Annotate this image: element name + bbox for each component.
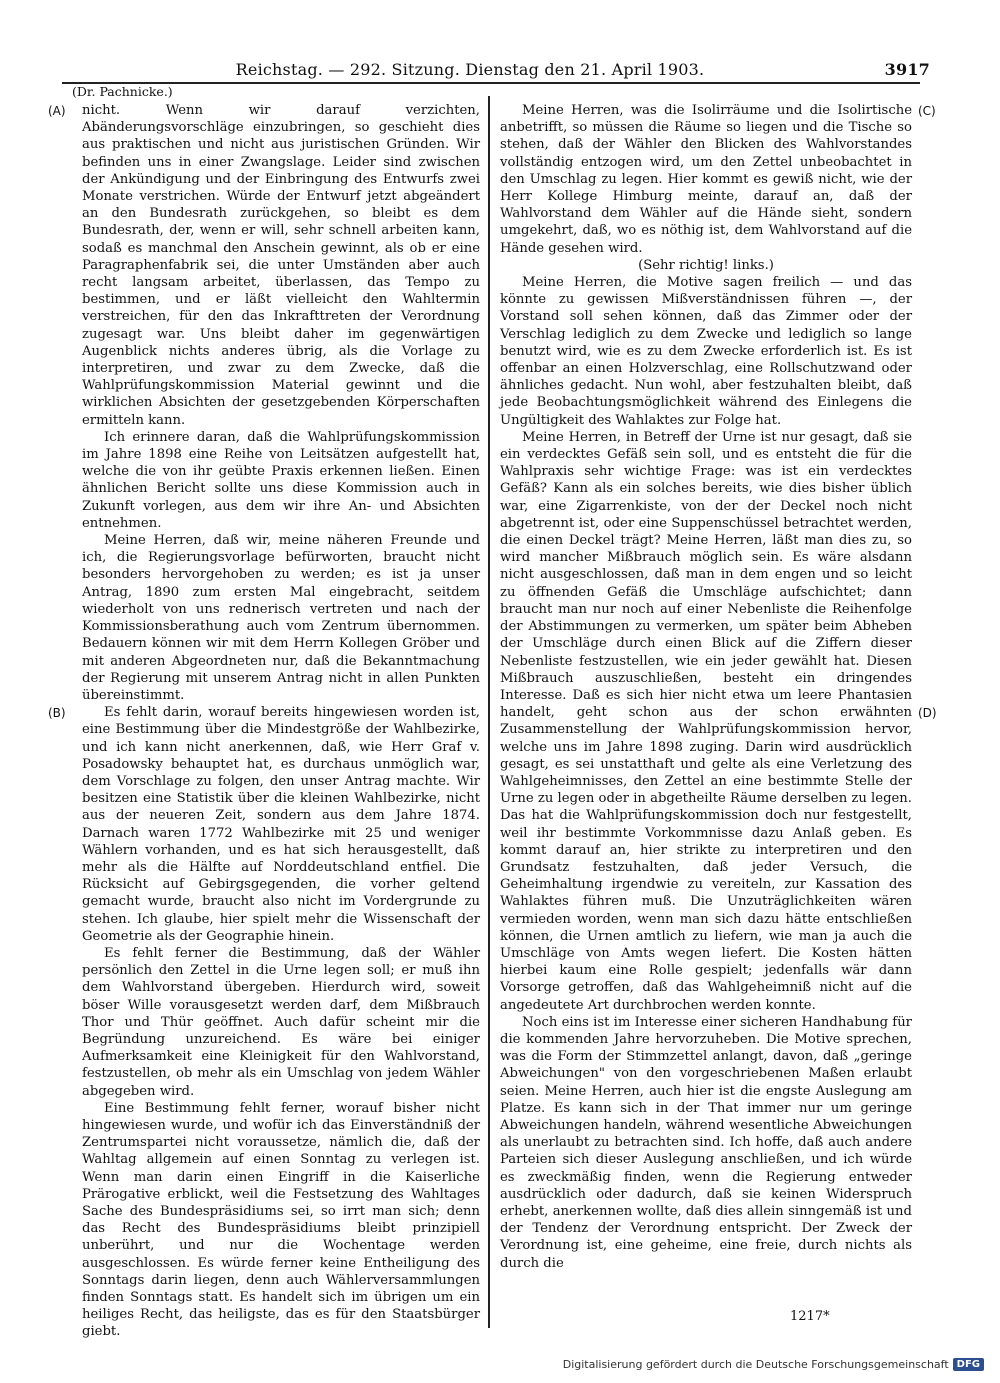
footer-text: Digitalisierung gefördert durch die Deutsche Forschungsgemeinschaft: [562, 1358, 949, 1371]
left-paragraph-6: Eine Bestimmung fehlt ferner, worauf bisher nicht hingewiesen wurde, und wofür ich das Einverständniß der Zentrumspartei nicht voraussetze, nämlich die, daß der Wahltag allgemein auf einen Sonntag zu verlegen ist. Wenn man darin einen Eingriff in die Kaiserliche Prärogative erblickt, weil die Festsetzung des Wahltages Sache des Bundespräsidiums sei, so irrt man sich; denn das Recht des Bundespräsidiums bleibt prinzipiell unberührt, und nur die Wochentage werden ausgeschlossen. Es würde ferner keine Entheiligung des Sonntags darin liegen, denn auch Wählerversammlungen finden Sonntags statt. Es handelt sich im übrigen um ein heiliges Recht, das heiligste, das es für den Staatsbürger giebt.: [82, 1100, 480, 1340]
right-column: [500, 102, 912, 1272]
left-column: [82, 102, 480, 1341]
left-paragraph-4: Es fehlt darin, worauf bereits hingewiesen worden ist, eine Bestimmung über die Mindestgröße der Wahlbezirke, und ich kann nicht anerkennen, daß, wie Herr Graf v. Posadowsky behauptet hat, es durchaus unmöglich war, dem Vorschlage zu folgen, den unser Antrag machte. Wir besitzen eine Statistik über die kleinen Wahlbezirke, nicht aus der neueren Zeit, sondern aus dem Jahre 1874. Darnach waren 1772 Wahlbezirke mit 25 und weniger Wählern vorhanden, und es hat sich herausgestellt, daß mehr als die Hälfte auf Norddeutschland entfiel. Die Rücksicht auf Gebirgsgegenden, die vorher geltend gemacht wurde, braucht also nicht im Vordergrunde zu stehen. Ich glaube, hier spielt mehr die Wissenschaft der Geometrie als der Geographie hinein.: [82, 705, 480, 944]
footer-credit: [563, 1358, 984, 1371]
margin-marker-a: (A): [48, 104, 66, 118]
left-paragraph-1: nicht. Wenn wir darauf verzichten, Abänderungsvorschläge einzubringen, so geschieht dies aus praktischen und nicht aus juristischen Gründen. Wir befinden uns in einer Zwangslage. Leider sind zwischen der Ankündigung und der Einbringung des Entwurfs zwei Monate verstrichen. Würde der Entwurf jetzt abgeändert an den Bundesrath zurückgehen, so bleibt es dem Bundesrath, der, wenn er will, sehr schnell arbeiten kann, sodaß es manchmal den Anschein gewinnt, als ob er eine Paragraphenfabrik sei, die unter Umständen aber auch recht langsam arbeitet, überlassen, das Tempo zu bestimmen, und er läßt vielleicht den Wahltermin verstreichen, für den das Inkrafttreten der Verordnung zugesagt war. Uns bleibt daher im gegenwärtigen Augenblick nichts anderes übrig, als die Vorlage zu interpretiren, und zwar zu dem Zwecke, daß die Wahlprüfungskommission Material gewinnt und die wirklichen Absichten der gesetzgebenden Körperschaften ermitteln kann.: [82, 103, 480, 428]
right-paragraph-1: Meine Herren, was die Isolirräume und die Isolirtische anbetrifft, so müssen die Räume so liegen und die Tische so stehen, daß der Wähler den Blicken des Wahlvorstandes vollständig entzogen wird, um den Zettel unbeobachtet in den Umschlag zu legen. Hier kommt es gewiß nicht, wie der Herr Kollege Himburg meinte, darauf an, daß der Wahlvorstand dem Wähler auf die Hände sieht, sondern umgekehrt, daß, wo es nöthig ist, dem Wahlvorstand auf die Hände gesehen wird.: [500, 103, 912, 256]
right-paragraph-4: Noch eins ist im Interesse einer sicheren Handhabung für die kommenden Jahre hervorzuheben. Die Motive sprechen, was die Form der Stimmzettel anlangt, davon, daß „geringe Abweichungen" von den vorgeschriebenen Maßen erlaubt seien. Meine Herren, auch hier ist die engste Auslegung am Platze. Es kann sich in der That immer nur um geringe Abweichungen handeln, während wesentliche Abweichungen als unerlaubt zu betrachten sind. Ich hoffe, daß auch andere Parteien sich dieser Auslegung anschließen, und ich würde es zweckmäßig finden, wenn die Regierung entweder ausdrücklich oder dadurch, daß sie keinen Widerspruch erhebt, anerkennen wollte, daß dies allein sinngemäß ist und der Tendenz der Verordnung entspricht. Der Zweck der Verordnung ist, eine geheime, eine freie, durch nichts als durch die: [500, 1014, 912, 1271]
margin-marker-b: (B): [48, 706, 66, 720]
left-paragraph-5: Es fehlt ferner die Bestimmung, daß der Wähler persönlich den Zettel in die Urne legen soll; er muß ihn dem Wahlvorstand übergeben. Hierdurch wird, soweit böser Wille vorausgesetzt werden darf, dem Mißbrauch Thor und Thür geöffnet. Auch dafür scheint mir die Begründung unzureichend. Es wäre bei einiger Aufmerksamkeit eine Kleinigkeit für den Wahlvorstand, festzustellen, ob mehr als ein Umschlag von jedem Wähler abgegeben wird.: [82, 945, 480, 1099]
header-rule: [62, 82, 920, 84]
right-paragraph-3: Meine Herren, in Betreff der Urne ist nur gesagt, daß sie ein verdecktes Gefäß sein soll, und es entsteht die für die Wahlpraxis sehr wichtige Frage: was ist ein verdecktes Gefäß? Kann als ein solches bereits, wie dies bisher üblich war, eine Zigarrenkiste, von der der Deckel noch nicht abgetrennt ist, oder eine Suppenschüssel betrachtet werden, die einen Deckel trägt? Meine Herren, läßt man dies zu, so wird mancher Mißbrauch möglich sein. Es wäre alsdann nicht ausgeschlossen, daß man in dem engen und so leicht zu öffnenden Gefäß die Umschläge aufschichtet; dann braucht man nur noch auf einer Nebenliste die Reihenfolge der Abstimmungen zu vermerken, um später beim Abheben der Umschläge durch einen Blick auf die Ziffern dieser Nebenliste festzustellen, wie ein jeder gewählt hat. Diesen Mißbrauch auszuschließen, besteht ein dringendes Interesse. Daß es sich hier nicht etwa um leere Phantasien handelt, geht schon aus der schon erwähnten Zusammenstellung der Wahlprüfungskommission hervor, welche uns im Jahre 1898 zuging. Darin wird ausdrücklich gesagt, es sei unstatthaft und gelte als eine Verletzung des Wahlgeheimnisses, den Zettel an eine bestimmte Stelle der Urne zu legen oder in abgetheilte Räume derselben zu legen. Das hat die Wahlprüfungskommission doch nur festgestellt, weil ihr bestimmte Vorkommnisse dazu Anlaß geben. Es kommt darauf an, hier strikte zu interpretiren und den Grundsatz festzuhalten, daß jeder Versuch, die Geheimhaltung irgendwie zu vereiteln, zur Kassation des Wahlaktes führen muß. Die Unzuträglichkeiten wären vermieden worden, wenn man sich dazu hätte entschließen können, die Urnen amtlich zu liefern, wie man ja auch die Umschläge von Amts wegen liefert. Die Kosten hätten hierbei kaum eine Rolle gespielt; jedenfalls wär dann Vorsorge getroffen, daß das Wahlgeheimniß nicht auf die angedeutete Art durchbrochen werden konnte.: [500, 429, 912, 1013]
left-paragraph-3: Meine Herren, daß wir, meine näheren Freunde und ich, die Regierungsvorlage befürworten, braucht nicht besonders hervorgehoben zu werden; es ist ja unser Antrag, 1890 zum ersten Mal eingebracht, seitdem wiederholt von uns rednerisch vertreten und nach der Kommissionsberathung auch vom Zentrum übernommen. Bedauern können wir mit dem Herrn Kollegen Gröber und mit anderen Abgeordneten nur, daß die Bekanntmachung der Regierung mit unserem Antrag nicht in allen Punkten übereinstimmt.: [82, 533, 480, 703]
speaker-label: (Dr. Pachnicke.): [72, 84, 173, 99]
margin-marker-d: (D): [918, 706, 937, 720]
left-paragraph-2: Ich erinnere daran, daß die Wahlprüfungskommission im Jahre 1898 eine Reihe von Leitsätzen aufgestellt hat, welche die von ihr geübte Praxis erkennen ließen. Einen ähnlichen Bericht sollte uns diese Kommission auch in Zukunft vorlegen, aus dem wir ihre An- und Absichten entnehmen.: [82, 429, 480, 531]
column-divider: [488, 96, 490, 1328]
printer-signature: 1217*: [790, 1309, 830, 1324]
interjection: (Sehr richtig! links.): [638, 257, 774, 273]
running-title: Reichstag. — 292. Sitzung. Dienstag den 21. April 1903.: [235, 60, 705, 79]
page-number: 3917: [884, 60, 930, 79]
margin-marker-c: (C): [918, 104, 936, 118]
dfg-logo: DFG: [953, 1358, 984, 1371]
running-header: [60, 60, 930, 82]
right-paragraph-2: Meine Herren, die Motive sagen freilich — und das könnte zu gewissen Mißverständnissen führen —, der Vorstand soll sehen können, daß das Zimmer oder der Verschlag lediglich zu dem Zwecke und lediglich so lange benutzt wird, wie es zu dem Zwecke erforderlich ist. Es ist offenbar an einen Holzverschlag, eine Rollschutzwand oder ähnliches gedacht. Nun wohl, aber festzuhalten bleibt, daß jede Beobachtungsmöglichkeit während des Einlegens die Ungültigkeit des Wahlaktes zur Folge hat.: [500, 275, 912, 428]
